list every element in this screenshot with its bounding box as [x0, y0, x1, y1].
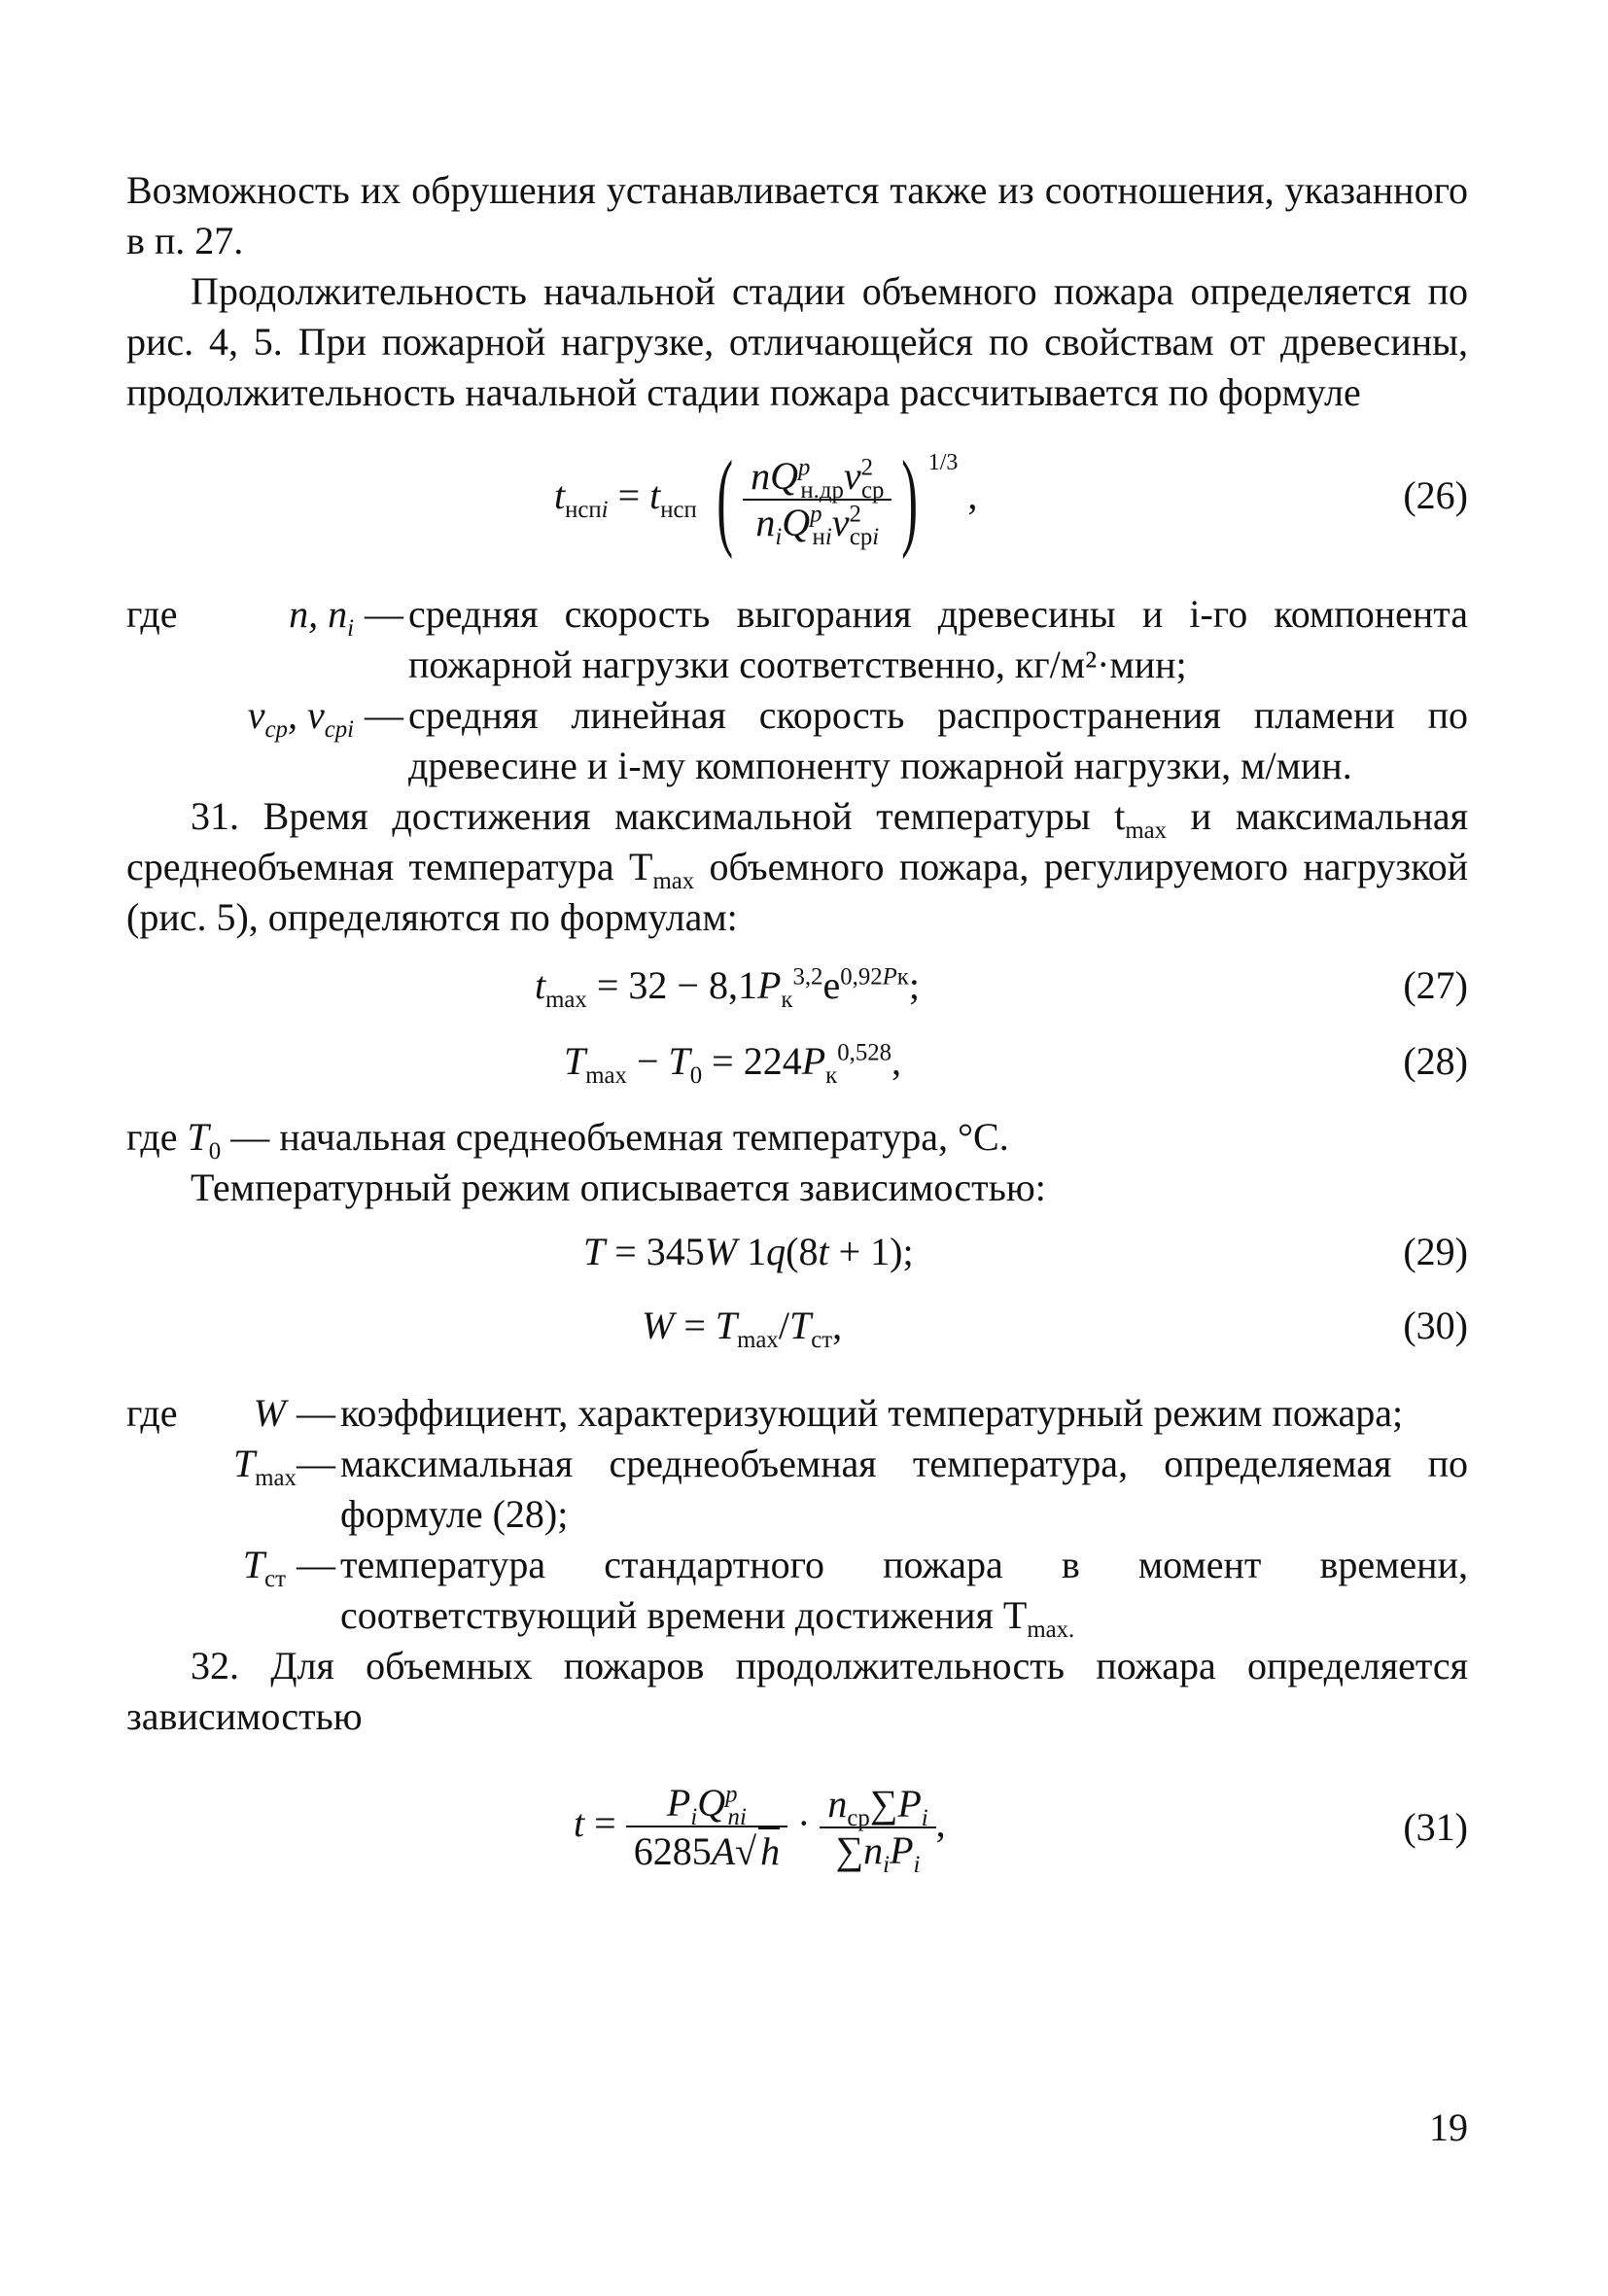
definition-w: где W — коэффициент, характеризующий температурный режим пожара;	[126, 1391, 1404, 1435]
equation-number-30: (30)	[1403, 1304, 1468, 1347]
paragraph-32: 32. Для объемных пожаров продолжительность пожара определяется зависимостью	[126, 1644, 1468, 1738]
definition-tst: $T_{ст}$ — температура стандартного пожара в момент времени, соответствующий времени достижения $T_{max.}$	[242, 1543, 1468, 1643]
definition-tmax: $T_{max}$ — максимальная среднеобъемная температура, определяемая по формуле (28);	[233, 1442, 1468, 1536]
paragraph-1: Возможность их обрушения устанавливается также из соотношения, указанного в п. 27.	[126, 168, 1468, 262]
definition-n: где n, $n_i$ — средняя скорость выгорания древесины и i-го компонента пожарной нагрузки соответственно, кг/м²·мин;	[126, 589, 1468, 690]
page-number: 19	[1429, 2105, 1468, 2149]
t0-definition: где $T_0$ — начальная среднеобъемная температура, °С.	[126, 1115, 1009, 1165]
paragraph-2: Продолжительность начальной стадии объемного пожара определяется по рис. 4, 5. При пожарной нагрузке, отличающейся по свойствам от древесины, продолжительность начальной стадии пожара рассчитывается по формуле	[126, 269, 1468, 414]
equation-number-26: (26)	[1403, 473, 1468, 517]
definitions-26	[126, 589, 1468, 791]
equation-26: $t_{нспi} = t_{нсп}$ ( $\frac{nQ^p_{н.др}v^2_{ср}}{n_iQ^p_{нi}v^2_{срi}}$ ) $^{1/3}$ , (26)	[554, 439, 1468, 560]
equation-number-29: (29)	[1403, 1230, 1468, 1273]
equation-29: T = 345W 1q(8t + 1); (29)	[126, 1213, 1468, 1287]
equation-number-27: (27)	[1403, 963, 1468, 1007]
temp-mode-text: Температурный режим описывается зависимостью:	[191, 1165, 1046, 1209]
equation-30: $W = T_{max}/T_{ст}$, (30)	[126, 1287, 1468, 1380]
definition-n-text: средняя скорость выгорания древесины и i-го компонента пожарной нагрузки соответственно, кг/м²·мин;	[408, 592, 1468, 686]
equation-number-28: (28)	[1403, 1039, 1468, 1083]
equation-27: $t_{max} = 32 - 8,1P_к^{3,2}e^{0,92Pк}$; (27)	[126, 953, 1468, 1023]
definition-v-text: средняя линейная скорость распространения пламени по древесине и i-му компоненту пожарной нагрузки, м/мин.	[408, 693, 1468, 787]
paragraph-31: 31. Время достижения максимальной температуры $t_{max}$ и максимальная среднеобъемная температура $T_{max}$ объемного пожара, регулируемого нагрузкой (рис. 5), определяются по формулам:	[126, 794, 1469, 939]
where-label: где	[126, 592, 178, 636]
definitions-30	[126, 1388, 1468, 1641]
definition-v: $v_{ср}$, $v_{срi}$ — средняя линейная скорость распространения пламени по древесине и i-му компоненту пожарной нагрузки, м/мин.	[126, 690, 1468, 791]
equation-31: t = $\frac{P_iQ^p_{ni}}{6285A√ h}$ · $\frac{n_{ср}\sum P_i}{\sum n_iP_i}$ , (31)	[574, 1781, 1468, 1878]
page-content	[126, 165, 1468, 1907]
equation-number-31: (31)	[1403, 1805, 1468, 1849]
equation-28: $T_{max} - T_0 = 224P_к^{0,528}$, (28)	[126, 1023, 1468, 1106]
